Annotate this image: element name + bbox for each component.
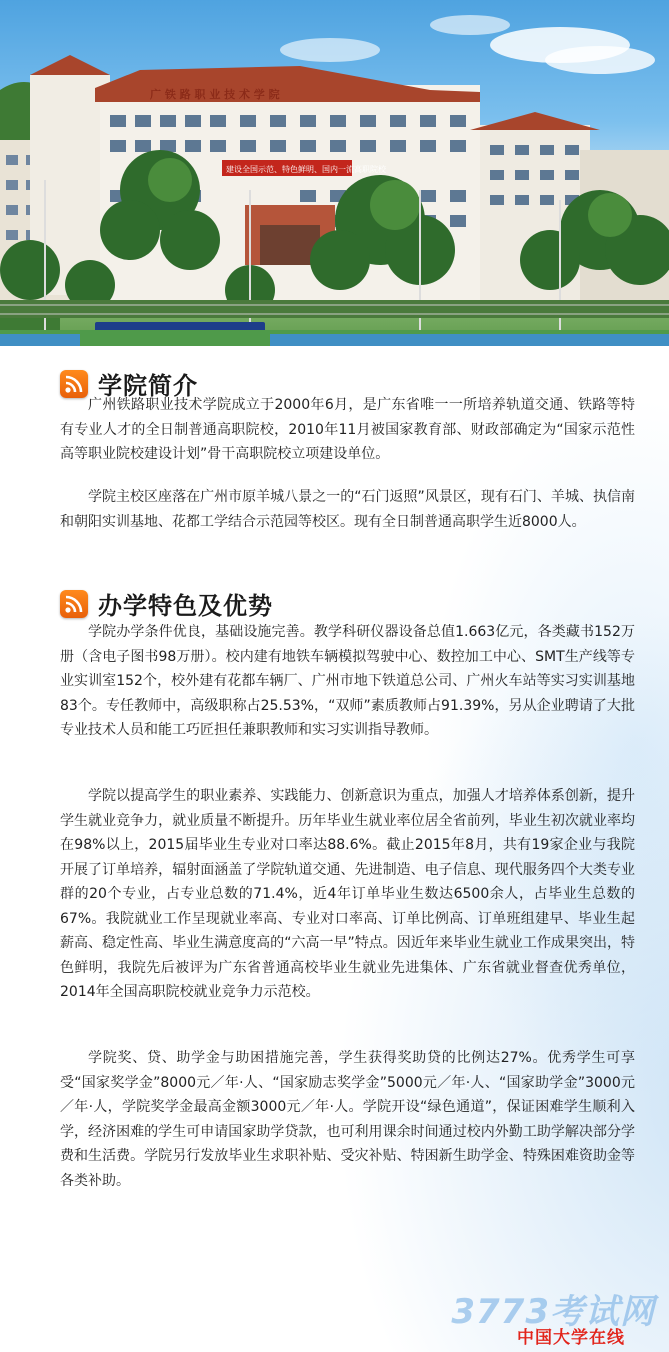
watermark-number: 3773考试网: [451, 1292, 655, 1332]
rss-icon: [60, 590, 88, 618]
paragraph: 广州铁路职业技术学院成立于2000年6月，是广东省唯一一所培养轨道交通、铁路等特有专业人才的全日制普通高职院校，2010年11月被国家教育部、财政部确定为“国家示范性高等职业院校建设计划”骨干高职院校立项建设单位。: [60, 397, 635, 462]
building-banner: 建设全国示范、特色鲜明、国内一流高职院校: [226, 165, 386, 174]
section-title: 学院简介: [98, 371, 198, 400]
watermark-text: 中国大学在线: [517, 1328, 625, 1348]
paragraph: 学院办学条件优良，基础设施完善。教学科研仪器设备总值1.663亿元，各类藏书152万册（含电子图书98万册）。校内建有地铁车辆模拟驾驶中心、数控加工中心、SMT生产线等专业实训室152个，校外建有花都车辆厂、广州市地下铁道总公司、广州火车站等实习实训基地83个。专任教师中，高级职称占25.53%，“双师”素质教师占91.39%，另从企业聘请了大批专业技术人员和能工巧匠担任兼职教师和实习实训指导教师。: [60, 624, 635, 738]
section-header-features: [60, 586, 273, 621]
paragraph: 学院主校区座落在广州市原羊城八景之一的“石门返照”风景区，现有石门、羊城、执信南和朝阳实训基地、花都工学结合示范园等校区。现有全日制普通高职学生近8000人。: [60, 489, 635, 530]
site-watermark: [451, 1284, 655, 1348]
building-sign: 广 铁 路 职 业 技 术 学 院: [150, 88, 280, 101]
campus-photo: [0, 0, 669, 346]
paragraph: 学院以提高学生的职业素养、实践能力、创新意识为重点，加强人才培养体系创新，提升学生就业竞争力，就业质量不断提升。历年毕业生就业率位居全省前列，毕业生初次就业率均在98%以上，2015届毕业生专业对口率达88.6%。截止2015年8月，共有19家企业与我院开展了订单培养，辐射面涵盖了学院轨道交通、先进制造、电子信息、现代服务四个大类专业群的20个专业，占专业总数的71.4%，近4年订单毕业生数达6500余人，占毕业生总数的67%。我院就业工作呈现就业率高、专业对口率高、订单比例高、订单班组建早、毕业生起薪高、稳定性高、毕业生满意度高的“六高一早”特点。因近年来毕业生就业工作成果突出，特色鲜明，我院先后被评为广东省普通高校毕业生就业先进集体、广东省就业督查优秀单位，2014年全国高职院校就业竞争力示范校。: [60, 788, 635, 1000]
paragraph: 学院奖、贷、助学金与助困措施完善，学生获得奖助贷的比例达27%。优秀学生可享受“国家奖学金”8000元／年·人、“国家励志奖学金”5000元／年·人、“国家助学金”3000元／年·人，学院奖学金最高金额3000元／年·人。学院开设“绿色通道”，保证困难学生顺利入学，经济困难的学生可申请国家助学贷款，也可利用课余时间通过校内外勤工助学解决部分学费和生活费。学院另行发放毕业生求职补贴、受灾补贴、特困新生助学金、特殊困难资助金等各类补助。: [60, 1050, 635, 1189]
section-title: 办学特色及优势: [98, 591, 273, 620]
